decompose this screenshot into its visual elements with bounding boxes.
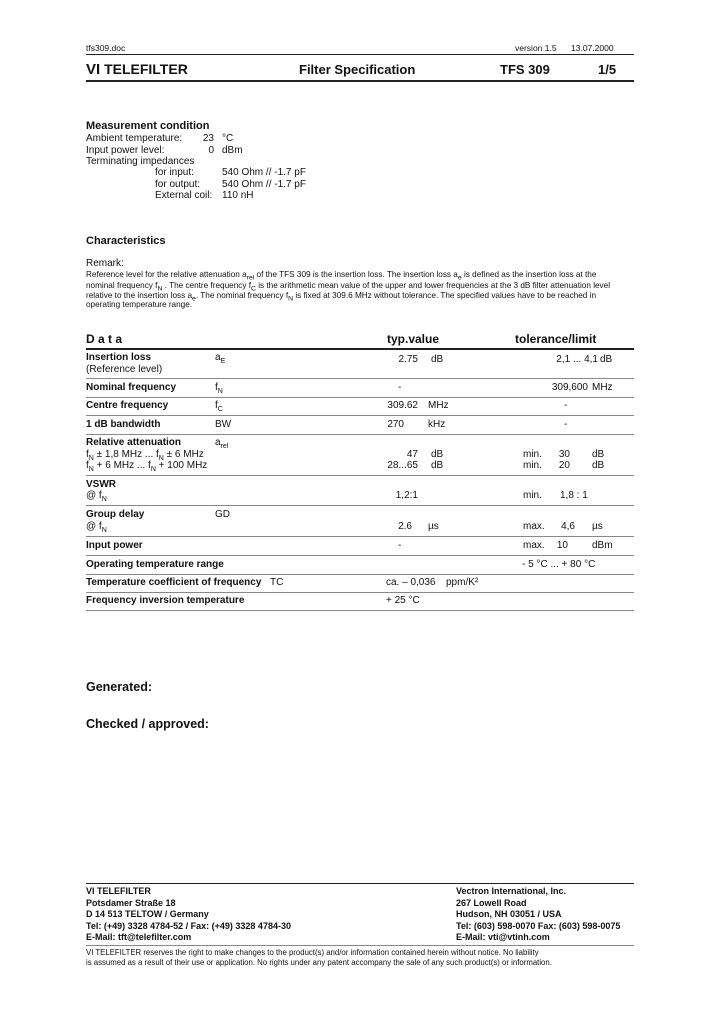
doc-date: 13.07.2000 xyxy=(571,43,614,53)
characteristics-heading: Characteristics xyxy=(86,235,166,247)
nominal-frequency-symbol: $f_N$ xyxy=(215,382,223,395)
input-power-max: max. xyxy=(523,540,545,551)
row-rule xyxy=(86,555,634,556)
vswr-typ: 1,2:1 xyxy=(395,490,418,501)
row-rule xyxy=(86,505,634,506)
doc-title: Filter Specification xyxy=(299,62,416,77)
footer-rule-bottom xyxy=(86,945,634,946)
footer-company-2: Vectron International, Inc. xyxy=(456,886,567,896)
checked-approved-label: Checked / approved: xyxy=(86,717,209,731)
relative-attenuation-typ-2: 28...65 xyxy=(387,460,418,471)
footer-right xyxy=(456,886,620,944)
tempco-label: Temperature coefficient of frequency xyxy=(86,577,262,588)
relative-attenuation-typ-unit-2: dB xyxy=(431,460,444,471)
remark-label: Remark: xyxy=(86,258,124,269)
insertion-loss-typ: 2.75 xyxy=(398,354,418,365)
inversion-temp-typ: + 25 °C xyxy=(386,595,420,606)
ambient-value: 23 xyxy=(202,133,214,144)
input-power-label: Input power xyxy=(86,540,143,551)
footer-disclaimer xyxy=(86,948,552,968)
bandwidth-label: 1 dB bandwidth xyxy=(86,419,161,430)
nominal-frequency-tol: 309,600 xyxy=(551,382,588,393)
row-rule xyxy=(86,378,634,379)
centre-frequency-typ-unit: MHz xyxy=(428,400,449,411)
relative-attenuation-range-1: $f_N \pm 1,8$ MHz ... $f_N \pm 6$ MHz xyxy=(86,449,204,462)
row-rule xyxy=(86,475,634,476)
version: version 1.5 xyxy=(515,43,557,53)
power-value: 0 xyxy=(208,145,214,156)
vswr-at: @ $f_N$ xyxy=(86,490,107,503)
tempco-symbol: TC xyxy=(270,577,284,588)
row-rule xyxy=(86,592,634,593)
row-rule xyxy=(86,434,634,435)
group-delay-typ: 2.6 xyxy=(398,521,412,532)
disclaimer-line-1: VI TELEFILTER reserves the right to make changes to the product(s) and/or information contained herein without notice. No liability xyxy=(86,948,539,957)
tempco-typ: ca. – 0,036 xyxy=(386,577,436,588)
remark-line-4: operating temperature range. xyxy=(86,300,193,309)
footer-left xyxy=(86,886,291,944)
insertion-loss-sub: (Reference level) xyxy=(86,364,163,375)
footer-phone-2: Tel: (603) 598-0070 Fax: (603) 598-0075 xyxy=(456,920,621,931)
part-number: TFS 309 xyxy=(500,62,550,77)
header-rule-top xyxy=(86,54,634,55)
footer-city-2: Hudson, NH 03051 / USA xyxy=(456,909,562,919)
vswr-label: VSWR xyxy=(86,479,116,490)
insertion-loss-symbol: $a_E$ xyxy=(215,352,226,365)
input-value: 540 Ohm // -1.7 pF xyxy=(222,167,306,178)
header-rule-bottom xyxy=(86,80,634,82)
group-delay-tol-unit: µs xyxy=(592,521,603,532)
footer-street: Potsdamer Straße 18 xyxy=(86,897,176,908)
insertion-loss-tol-unit: dB xyxy=(600,354,613,365)
input-label: for input: xyxy=(155,167,194,178)
company-name: TELEFILTER xyxy=(104,61,188,77)
bandwidth-typ-unit: kHz xyxy=(428,419,446,430)
relative-attenuation-min-1: min. xyxy=(523,449,542,460)
input-power-tol-unit: dBm xyxy=(592,540,613,551)
nominal-frequency-label: Nominal frequency xyxy=(86,382,177,393)
relative-attenuation-label: Relative attenuation xyxy=(86,437,182,448)
footer-rule xyxy=(86,883,634,884)
ambient-unit: °C xyxy=(222,133,234,144)
power-label: Input power level: xyxy=(86,145,165,156)
output-label: for output: xyxy=(155,179,201,190)
operating-temp-label: Operating temperature range xyxy=(86,559,224,570)
bandwidth-symbol: BW xyxy=(215,419,232,430)
footer-phone: Tel: (+49) 3328 4784-52 / Fax: (+49) 3328 4784-30 xyxy=(86,920,291,931)
insertion-loss-tol: 2,1 ... 4,1 xyxy=(556,354,598,365)
group-delay-symbol: GD xyxy=(215,509,230,520)
relative-attenuation-typ-unit-1: dB xyxy=(431,449,444,460)
remark-line-1: Reference level for the relative attenuation $a_{rel}$ of the TFS 309 is the insertion loss. The insertion loss $a_e$ is defined as the insertion loss at the xyxy=(86,270,597,282)
row-rule xyxy=(86,610,634,611)
footer-company: VI TELEFILTER xyxy=(86,886,151,896)
impedance-label: Terminating impedances xyxy=(86,156,195,167)
page-number: 1/5 xyxy=(598,62,617,77)
table-header-rule xyxy=(86,348,634,350)
col-data-heading: D a t a xyxy=(86,332,123,346)
operating-temp-tol: - 5 °C ... + 80 °C xyxy=(522,559,596,570)
group-delay-typ-unit: µs xyxy=(428,521,439,532)
insertion-loss-typ-unit: dB xyxy=(431,354,444,365)
footer-street-2: 267 Lowell Road xyxy=(456,897,527,908)
relative-attenuation-range-2: $f_N + 6$ MHz ... $f_N + 100$ MHz xyxy=(86,460,208,473)
remark-line-3: relative to the insertion loss $a_e$. The nominal frequency $f_N$ is fixed at 309.6 MHz without tolerance. The specified values have to be reached in xyxy=(86,291,597,303)
measurement-heading: Measurement condition xyxy=(86,120,210,132)
relative-attenuation-symbol: $a_{rel}$ xyxy=(215,437,229,450)
relative-attenuation-tol-1: 30 xyxy=(558,449,570,460)
footer-email-2: E-Mail: vti@vtinh.com xyxy=(456,932,550,942)
input-power-typ: - xyxy=(398,540,402,551)
col-typ-heading: typ.value xyxy=(387,332,440,346)
centre-frequency-typ: 309.62 xyxy=(387,400,418,411)
coil-value: 110 nH xyxy=(222,190,254,201)
input-power-tol: 10 xyxy=(556,540,568,551)
ambient-label: Ambient temperature: xyxy=(86,133,183,144)
row-rule xyxy=(86,397,634,398)
row-rule xyxy=(86,536,634,537)
vswr-min: min. xyxy=(523,490,542,501)
col-tol-heading: tolerance/limit xyxy=(515,332,597,346)
relative-attenuation-tol-2: 20 xyxy=(558,460,570,471)
tempco-typ-unit: ppm/K² xyxy=(446,577,479,588)
relative-attenuation-tol-unit-2: dB xyxy=(592,460,605,471)
row-rule xyxy=(86,415,634,416)
remark-line-2: nominal frequency $f_N$ . The centre frequency $f_C$ is the arithmetic mean value of the upper and lower frequencies at the 3 dB filter attenuation level xyxy=(86,281,611,293)
group-delay-at: @ $f_N$ xyxy=(86,521,107,534)
filename: tfs309.doc xyxy=(86,43,126,53)
output-value: 540 Ohm // -1.7 pF xyxy=(222,179,306,190)
power-unit: dBm xyxy=(222,145,243,156)
centre-frequency-tol: - xyxy=(564,400,568,411)
nominal-frequency-tol-unit: MHz xyxy=(592,382,613,393)
bandwidth-typ: 270 xyxy=(387,419,404,430)
insertion-loss-label: Insertion loss xyxy=(86,352,152,363)
relative-attenuation-min-2: min. xyxy=(523,460,542,471)
bandwidth-tol: - xyxy=(564,419,568,430)
group-delay-tol: 4,6 xyxy=(561,521,575,532)
footer-city: D 14 513 TELTOW / Germany xyxy=(86,909,209,919)
relative-attenuation-tol-unit-1: dB xyxy=(592,449,605,460)
company-vi: VI xyxy=(86,61,101,78)
generated-label: Generated: xyxy=(86,680,152,694)
nominal-frequency-typ: - xyxy=(398,382,402,393)
centre-frequency-symbol: $f_C$ xyxy=(215,400,223,413)
row-rule xyxy=(86,574,634,575)
disclaimer-line-2: is assumed as a result of their use or application. No rights under any patent accompany the sale of any such product(s) or information. xyxy=(86,958,552,967)
relative-attenuation-typ-1: 47 xyxy=(406,449,418,460)
centre-frequency-label: Centre frequency xyxy=(86,400,169,411)
company-header xyxy=(86,61,188,78)
vswr-tol: 1,8 : 1 xyxy=(560,490,588,501)
group-delay-label: Group delay xyxy=(86,509,145,520)
coil-label: External coil: xyxy=(155,190,213,201)
footer-email: E-Mail: tft@telefilter.com xyxy=(86,932,192,942)
group-delay-max: max. xyxy=(523,521,545,532)
inversion-temp-label: Frequency inversion temperature xyxy=(86,595,245,606)
